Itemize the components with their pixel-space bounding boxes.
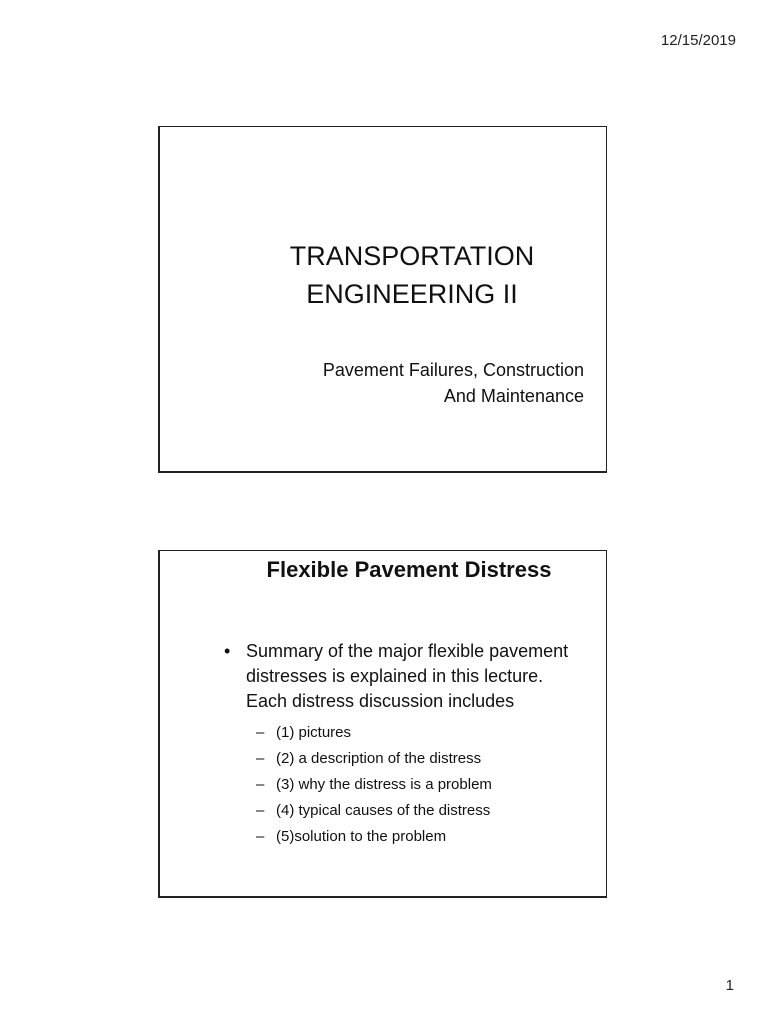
slide-title bbox=[158, 126, 607, 473]
sub-bullet-item bbox=[246, 798, 586, 824]
sub-bullet-text: (4) typical causes of the distress bbox=[276, 802, 491, 819]
sub-bullet-text: (3) why the distress is a problem bbox=[276, 776, 492, 793]
bullet-list bbox=[224, 639, 586, 850]
sub-bullet-text: (1) pictures bbox=[276, 724, 352, 741]
bullet-text: Summary of the major flexible pavement distresses is explained in this lecture. Each distress discussion includes bbox=[246, 641, 569, 711]
title-line-1: TRANSPORTATION bbox=[289, 241, 535, 271]
bullet-marker: • bbox=[224, 641, 231, 661]
title-line-2: ENGINEERING II bbox=[306, 279, 518, 309]
page-number: 1 bbox=[725, 977, 734, 994]
sub-bullet-item bbox=[246, 746, 586, 772]
slide-subtitle bbox=[323, 357, 584, 409]
sub-bullet-text: (5)solution to the problem bbox=[276, 828, 447, 845]
slide-title-heading bbox=[160, 237, 606, 313]
sub-bullet-item bbox=[246, 824, 586, 850]
subtitle-line-2: And Maintenance bbox=[443, 386, 584, 406]
sub-bullet-list bbox=[246, 720, 586, 850]
slide-flexible-pavement-distress bbox=[158, 550, 607, 898]
bullet-item bbox=[224, 639, 586, 850]
sub-bullet-text: (2) a description of the distress bbox=[276, 750, 482, 767]
dash-marker: – bbox=[256, 802, 265, 819]
print-date: 12/15/2019 bbox=[660, 32, 736, 49]
dash-marker: – bbox=[256, 750, 265, 767]
dash-marker: – bbox=[256, 724, 265, 741]
dash-marker: – bbox=[256, 828, 265, 845]
subtitle-line-1: Pavement Failures, Construction bbox=[322, 360, 584, 380]
sub-bullet-item bbox=[246, 772, 586, 798]
sub-bullet-item bbox=[246, 720, 586, 746]
slide-heading: Flexible Pavement Distress bbox=[266, 557, 552, 582]
dash-marker: – bbox=[256, 776, 265, 793]
